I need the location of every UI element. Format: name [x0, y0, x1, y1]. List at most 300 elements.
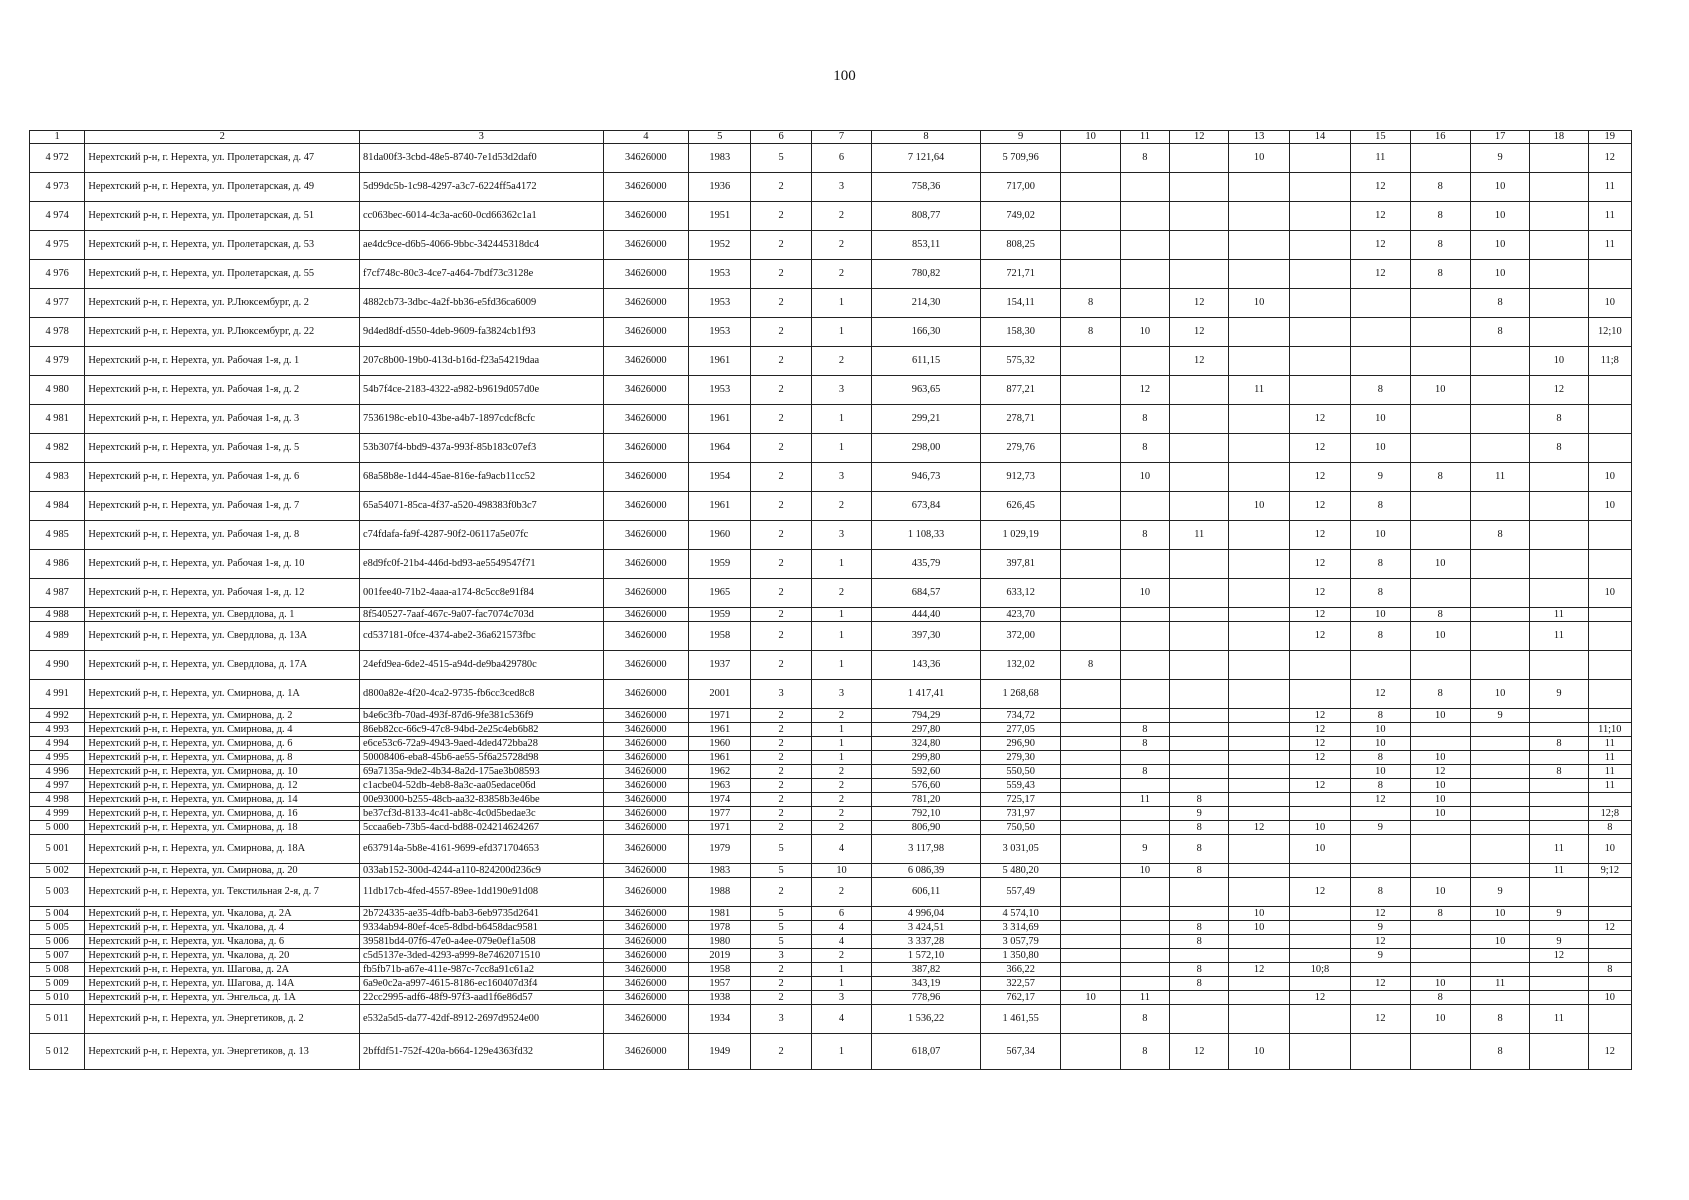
living-area-cell: 5 480,20	[980, 864, 1061, 878]
oktmo-cell: 34626000	[603, 173, 689, 202]
row-number-cell: 5 007	[30, 949, 85, 963]
period-16-cell	[1410, 963, 1470, 977]
living-area-cell: 633,12	[980, 579, 1061, 608]
period-15-cell: 12	[1351, 907, 1410, 921]
year-built-cell: 1961	[689, 405, 751, 434]
row-number-cell: 5 009	[30, 977, 85, 991]
oktmo-cell: 34626000	[603, 680, 689, 709]
period-16-cell: 8	[1410, 680, 1470, 709]
period-14-cell: 12	[1289, 779, 1350, 793]
period-11-cell: 8	[1120, 1034, 1169, 1070]
period-19-cell: 11	[1588, 765, 1631, 779]
address-cell: Нерехтский р-н, г. Нерехта, ул. Смирнова, д. 12	[85, 779, 360, 793]
period-12-cell	[1170, 709, 1229, 723]
oktmo-cell: 34626000	[603, 434, 689, 463]
oktmo-cell: 34626000	[603, 1005, 689, 1034]
column-number-header	[30, 131, 1632, 144]
period-19-cell	[1588, 1005, 1631, 1034]
period-16-cell: 8	[1410, 202, 1470, 231]
table-row	[30, 260, 1632, 289]
total-area-cell: 1 536,22	[872, 1005, 981, 1034]
period-18-cell	[1530, 579, 1588, 608]
period-17-cell: 11	[1470, 463, 1529, 492]
table-row	[30, 376, 1632, 405]
period-10-cell	[1061, 709, 1120, 723]
period-17-cell: 10	[1470, 935, 1529, 949]
period-13-cell: 10	[1229, 144, 1289, 173]
entrances-cell: 2	[811, 492, 871, 521]
table-row	[30, 835, 1632, 864]
period-11-cell	[1120, 347, 1169, 376]
oktmo-cell: 34626000	[603, 751, 689, 765]
period-19-cell: 10	[1588, 289, 1631, 318]
period-18-cell	[1530, 821, 1588, 835]
row-number-cell: 4 979	[30, 347, 85, 376]
table-row	[30, 289, 1632, 318]
period-18-cell: 12	[1530, 376, 1588, 405]
period-11-cell	[1120, 680, 1169, 709]
period-19-cell: 11	[1588, 751, 1631, 765]
period-10-cell: 8	[1061, 651, 1120, 680]
entrances-cell: 3	[811, 521, 871, 550]
period-13-cell: 10	[1229, 289, 1289, 318]
period-17-cell	[1470, 835, 1529, 864]
period-19-cell: 11	[1588, 779, 1631, 793]
total-area-cell: 946,73	[872, 463, 981, 492]
period-12-cell	[1170, 405, 1229, 434]
address-cell: Нерехтский р-н, г. Нерехта, ул. Рабочая 1-я, д. 6	[85, 463, 360, 492]
total-area-cell: 3 337,28	[872, 935, 981, 949]
period-13-cell	[1229, 608, 1289, 622]
period-13-cell	[1229, 737, 1289, 751]
period-16-cell: 12	[1410, 765, 1470, 779]
total-area-cell: 299,21	[872, 405, 981, 434]
period-19-cell: 12;10	[1588, 318, 1631, 347]
period-12-cell	[1170, 202, 1229, 231]
address-cell: Нерехтский р-н, г. Нерехта, ул. Энгельса, д. 1А	[85, 991, 360, 1005]
row-number-cell: 5 000	[30, 821, 85, 835]
period-19-cell	[1588, 793, 1631, 807]
period-19-cell: 10	[1588, 991, 1631, 1005]
period-17-cell	[1470, 949, 1529, 963]
period-16-cell	[1410, 434, 1470, 463]
year-built-cell: 1962	[689, 765, 751, 779]
period-18-cell	[1530, 202, 1588, 231]
period-10-cell	[1061, 1005, 1120, 1034]
year-built-cell: 1953	[689, 376, 751, 405]
fias-id-cell: 2b724335-ae35-4dfb-bab3-6eb9735d2641	[360, 907, 604, 921]
period-12-cell: 8	[1170, 935, 1229, 949]
address-cell: Нерехтский р-н, г. Нерехта, ул. Р.Люксембург, д. 22	[85, 318, 360, 347]
period-14-cell	[1289, 949, 1350, 963]
entrances-cell: 2	[811, 793, 871, 807]
oktmo-cell: 34626000	[603, 977, 689, 991]
period-18-cell	[1530, 921, 1588, 935]
entrances-cell: 1	[811, 550, 871, 579]
period-14-cell: 12	[1289, 991, 1350, 1005]
table-row	[30, 921, 1632, 935]
period-15-cell: 12	[1351, 231, 1410, 260]
year-built-cell: 1952	[689, 231, 751, 260]
table-row	[30, 622, 1632, 651]
period-16-cell	[1410, 1034, 1470, 1070]
period-15-cell: 8	[1351, 709, 1410, 723]
period-12-cell	[1170, 779, 1229, 793]
fias-id-cell: 54b7f4ce-2183-4322-a982-b9619d057d0e	[360, 376, 604, 405]
year-built-cell: 1958	[689, 622, 751, 651]
floors-cell: 2	[751, 622, 811, 651]
total-area-cell: 806,90	[872, 821, 981, 835]
oktmo-cell: 34626000	[603, 1034, 689, 1070]
year-built-cell: 1964	[689, 434, 751, 463]
living-area-cell: 575,32	[980, 347, 1061, 376]
col-header: 7	[811, 131, 871, 144]
period-18-cell: 11	[1530, 608, 1588, 622]
entrances-cell: 3	[811, 680, 871, 709]
period-12-cell	[1170, 608, 1229, 622]
fias-id-cell: 9d4ed8df-d550-4deb-9609-fa3824cb1f93	[360, 318, 604, 347]
period-16-cell: 10	[1410, 1005, 1470, 1034]
address-cell: Нерехтский р-н, г. Нерехта, ул. Чкалова, д. 2А	[85, 907, 360, 921]
period-10-cell	[1061, 1034, 1120, 1070]
oktmo-cell: 34626000	[603, 144, 689, 173]
floors-cell: 2	[751, 550, 811, 579]
living-area-cell: 557,49	[980, 878, 1061, 907]
col-header: 6	[751, 131, 811, 144]
oktmo-cell: 34626000	[603, 622, 689, 651]
floors-cell: 2	[751, 878, 811, 907]
row-number-cell: 4 997	[30, 779, 85, 793]
period-10-cell	[1061, 521, 1120, 550]
oktmo-cell: 34626000	[603, 765, 689, 779]
period-19-cell: 8	[1588, 963, 1631, 977]
address-cell: Нерехтский р-н, г. Нерехта, ул. Смирнова, д. 14	[85, 793, 360, 807]
living-area-cell: 731,97	[980, 807, 1061, 821]
entrances-cell: 2	[811, 765, 871, 779]
period-14-cell	[1289, 921, 1350, 935]
period-14-cell	[1289, 907, 1350, 921]
period-16-cell: 8	[1410, 231, 1470, 260]
entrances-cell: 2	[811, 260, 871, 289]
period-10-cell	[1061, 864, 1120, 878]
table-row	[30, 680, 1632, 709]
period-11-cell	[1120, 807, 1169, 821]
period-11-cell: 8	[1120, 723, 1169, 737]
total-area-cell: 618,07	[872, 1034, 981, 1070]
living-area-cell: 423,70	[980, 608, 1061, 622]
period-19-cell: 11	[1588, 231, 1631, 260]
fias-id-cell: e6ce53c6-72a9-4943-9aed-4ded472bba28	[360, 737, 604, 751]
period-13-cell	[1229, 793, 1289, 807]
period-14-cell: 12	[1289, 579, 1350, 608]
period-19-cell: 12	[1588, 1034, 1631, 1070]
address-cell: Нерехтский р-н, г. Нерехта, ул. Смирнова, д. 20	[85, 864, 360, 878]
period-19-cell: 11;8	[1588, 347, 1631, 376]
period-14-cell: 12	[1289, 463, 1350, 492]
period-10-cell	[1061, 680, 1120, 709]
entrances-cell: 3	[811, 173, 871, 202]
period-19-cell	[1588, 878, 1631, 907]
period-13-cell	[1229, 622, 1289, 651]
period-15-cell: 8	[1351, 622, 1410, 651]
period-13-cell	[1229, 709, 1289, 723]
period-16-cell: 10	[1410, 376, 1470, 405]
period-17-cell	[1470, 864, 1529, 878]
entrances-cell: 2	[811, 949, 871, 963]
period-11-cell	[1120, 260, 1169, 289]
col-header: 11	[1120, 131, 1169, 144]
row-number-cell: 4 996	[30, 765, 85, 779]
year-built-cell: 1988	[689, 878, 751, 907]
period-18-cell: 11	[1530, 1005, 1588, 1034]
year-built-cell: 1936	[689, 173, 751, 202]
entrances-cell: 2	[811, 821, 871, 835]
period-18-cell: 9	[1530, 680, 1588, 709]
total-area-cell: 387,82	[872, 963, 981, 977]
period-11-cell	[1120, 202, 1169, 231]
period-10-cell	[1061, 921, 1120, 935]
period-16-cell	[1410, 289, 1470, 318]
period-16-cell	[1410, 723, 1470, 737]
total-area-cell: 324,80	[872, 737, 981, 751]
table-row	[30, 651, 1632, 680]
floors-cell: 2	[751, 977, 811, 991]
period-19-cell: 9;12	[1588, 864, 1631, 878]
col-header: 16	[1410, 131, 1470, 144]
floors-cell: 3	[751, 949, 811, 963]
period-15-cell: 10	[1351, 434, 1410, 463]
period-19-cell	[1588, 709, 1631, 723]
period-13-cell	[1229, 680, 1289, 709]
floors-cell: 5	[751, 144, 811, 173]
period-16-cell: 10	[1410, 751, 1470, 765]
table-row	[30, 765, 1632, 779]
floors-cell: 2	[751, 807, 811, 821]
oktmo-cell: 34626000	[603, 991, 689, 1005]
period-18-cell	[1530, 651, 1588, 680]
living-area-cell: 366,22	[980, 963, 1061, 977]
total-area-cell: 778,96	[872, 991, 981, 1005]
period-11-cell: 11	[1120, 793, 1169, 807]
period-12-cell	[1170, 949, 1229, 963]
living-area-cell: 717,00	[980, 173, 1061, 202]
address-cell: Нерехтский р-н, г. Нерехта, ул. Шагова, д. 2А	[85, 963, 360, 977]
period-10-cell: 8	[1061, 318, 1120, 347]
period-18-cell: 11	[1530, 864, 1588, 878]
period-15-cell	[1351, 318, 1410, 347]
period-13-cell	[1229, 765, 1289, 779]
period-18-cell	[1530, 751, 1588, 765]
period-10-cell	[1061, 807, 1120, 821]
floors-cell: 2	[751, 651, 811, 680]
address-cell: Нерехтский р-н, г. Нерехта, ул. Энергетиков, д. 2	[85, 1005, 360, 1034]
period-17-cell	[1470, 921, 1529, 935]
total-area-cell: 963,65	[872, 376, 981, 405]
floors-cell: 2	[751, 723, 811, 737]
period-16-cell	[1410, 579, 1470, 608]
period-15-cell: 8	[1351, 579, 1410, 608]
period-16-cell	[1410, 144, 1470, 173]
floors-cell: 2	[751, 709, 811, 723]
year-built-cell: 1983	[689, 144, 751, 173]
period-15-cell: 10	[1351, 737, 1410, 751]
period-10-cell	[1061, 347, 1120, 376]
address-cell: Нерехтский р-н, г. Нерехта, ул. Смирнова, д. 10	[85, 765, 360, 779]
year-built-cell: 1971	[689, 709, 751, 723]
living-area-cell: 721,71	[980, 260, 1061, 289]
period-12-cell	[1170, 492, 1229, 521]
period-16-cell: 8	[1410, 608, 1470, 622]
period-12-cell	[1170, 434, 1229, 463]
fias-id-cell: b4e6c3fb-70ad-493f-87d6-9fe381c536f9	[360, 709, 604, 723]
period-14-cell: 12	[1289, 878, 1350, 907]
period-12-cell	[1170, 231, 1229, 260]
period-19-cell	[1588, 608, 1631, 622]
floors-cell: 2	[751, 737, 811, 751]
total-area-cell: 444,40	[872, 608, 981, 622]
period-17-cell	[1470, 651, 1529, 680]
fias-id-cell: c74fdafa-fa9f-4287-90f2-06117a5e07fc	[360, 521, 604, 550]
period-12-cell: 8	[1170, 821, 1229, 835]
table-row	[30, 405, 1632, 434]
period-13-cell	[1229, 949, 1289, 963]
period-16-cell	[1410, 521, 1470, 550]
period-12-cell	[1170, 144, 1229, 173]
period-19-cell: 11	[1588, 202, 1631, 231]
period-16-cell: 10	[1410, 779, 1470, 793]
total-area-cell: 673,84	[872, 492, 981, 521]
table-row	[30, 1005, 1632, 1034]
period-13-cell	[1229, 260, 1289, 289]
period-18-cell: 11	[1530, 622, 1588, 651]
address-cell: Нерехтский р-н, г. Нерехта, ул. Пролетарская, д. 47	[85, 144, 360, 173]
entrances-cell: 1	[811, 1034, 871, 1070]
living-area-cell: 734,72	[980, 709, 1061, 723]
period-18-cell: 10	[1530, 347, 1588, 376]
year-built-cell: 1983	[689, 864, 751, 878]
year-built-cell: 1954	[689, 463, 751, 492]
period-19-cell	[1588, 260, 1631, 289]
col-header: 3	[360, 131, 604, 144]
entrances-cell: 6	[811, 907, 871, 921]
period-14-cell	[1289, 231, 1350, 260]
period-16-cell: 10	[1410, 807, 1470, 821]
row-number-cell: 4 974	[30, 202, 85, 231]
period-16-cell	[1410, 864, 1470, 878]
living-area-cell: 3 314,69	[980, 921, 1061, 935]
row-number-cell: 5 005	[30, 921, 85, 935]
floors-cell: 2	[751, 376, 811, 405]
total-area-cell: 297,80	[872, 723, 981, 737]
table-row	[30, 231, 1632, 260]
period-17-cell: 10	[1470, 260, 1529, 289]
period-19-cell: 10	[1588, 492, 1631, 521]
col-header: 10	[1061, 131, 1120, 144]
period-17-cell	[1470, 608, 1529, 622]
period-10-cell	[1061, 376, 1120, 405]
period-10-cell	[1061, 907, 1120, 921]
period-11-cell	[1120, 231, 1169, 260]
address-cell: Нерехтский р-н, г. Нерехта, ул. Пролетарская, д. 51	[85, 202, 360, 231]
total-area-cell: 143,36	[872, 651, 981, 680]
period-11-cell: 10	[1120, 318, 1169, 347]
period-14-cell	[1289, 173, 1350, 202]
period-18-cell	[1530, 521, 1588, 550]
period-16-cell	[1410, 935, 1470, 949]
period-12-cell: 8	[1170, 921, 1229, 935]
floors-cell: 2	[751, 405, 811, 434]
period-12-cell: 8	[1170, 864, 1229, 878]
address-cell: Нерехтский р-н, г. Нерехта, ул. Смирнова, д. 18	[85, 821, 360, 835]
entrances-cell: 4	[811, 1005, 871, 1034]
table-row	[30, 963, 1632, 977]
period-13-cell	[1229, 651, 1289, 680]
oktmo-cell: 34626000	[603, 949, 689, 963]
col-header: 12	[1170, 131, 1229, 144]
period-12-cell	[1170, 463, 1229, 492]
row-number-cell: 4 980	[30, 376, 85, 405]
period-13-cell	[1229, 347, 1289, 376]
fias-id-cell: 86eb82cc-66c9-47c8-94bd-2e25c4eb6b82	[360, 723, 604, 737]
living-area-cell: 3 057,79	[980, 935, 1061, 949]
year-built-cell: 1978	[689, 921, 751, 935]
period-15-cell: 12	[1351, 260, 1410, 289]
total-area-cell: 781,20	[872, 793, 981, 807]
address-cell: Нерехтский р-н, г. Нерехта, ул. Рабочая 1-я, д. 5	[85, 434, 360, 463]
period-11-cell	[1120, 622, 1169, 651]
period-16-cell: 8	[1410, 907, 1470, 921]
fias-id-cell: 81da00f3-3cbd-48e5-8740-7e1d53d2daf0	[360, 144, 604, 173]
year-built-cell: 1960	[689, 521, 751, 550]
address-cell: Нерехтский р-н, г. Нерехта, ул. Смирнова, д. 4	[85, 723, 360, 737]
period-11-cell: 10	[1120, 579, 1169, 608]
period-14-cell: 12	[1289, 492, 1350, 521]
period-13-cell	[1229, 550, 1289, 579]
period-14-cell: 12	[1289, 622, 1350, 651]
period-14-cell: 12	[1289, 608, 1350, 622]
year-built-cell: 1953	[689, 260, 751, 289]
year-built-cell: 1937	[689, 651, 751, 680]
period-10-cell	[1061, 751, 1120, 765]
period-15-cell: 10	[1351, 765, 1410, 779]
row-number-cell: 4 982	[30, 434, 85, 463]
period-11-cell	[1120, 779, 1169, 793]
period-15-cell: 9	[1351, 821, 1410, 835]
fias-id-cell: 207c8b00-19b0-413d-b16d-f23a54219daa	[360, 347, 604, 376]
period-18-cell	[1530, 1034, 1588, 1070]
table-row	[30, 144, 1632, 173]
period-11-cell	[1120, 751, 1169, 765]
fias-id-cell: 69a7135a-9de2-4b34-8a2d-175ae3b08593	[360, 765, 604, 779]
period-17-cell	[1470, 793, 1529, 807]
fias-id-cell: 9334ab94-80ef-4ce5-8dbd-b6458dac9581	[360, 921, 604, 935]
period-19-cell: 11;10	[1588, 723, 1631, 737]
period-19-cell	[1588, 907, 1631, 921]
period-10-cell	[1061, 723, 1120, 737]
address-cell: Нерехтский р-н, г. Нерехта, ул. Пролетарская, д. 49	[85, 173, 360, 202]
fias-id-cell: d800a82e-4f20-4ca2-9735-fb6cc3ced8c8	[360, 680, 604, 709]
col-header: 5	[689, 131, 751, 144]
table-row	[30, 878, 1632, 907]
period-15-cell: 8	[1351, 550, 1410, 579]
period-10-cell	[1061, 144, 1120, 173]
period-10-cell	[1061, 963, 1120, 977]
period-14-cell	[1289, 765, 1350, 779]
col-header: 17	[1470, 131, 1529, 144]
period-10-cell	[1061, 231, 1120, 260]
period-16-cell: 10	[1410, 977, 1470, 991]
living-area-cell: 372,00	[980, 622, 1061, 651]
